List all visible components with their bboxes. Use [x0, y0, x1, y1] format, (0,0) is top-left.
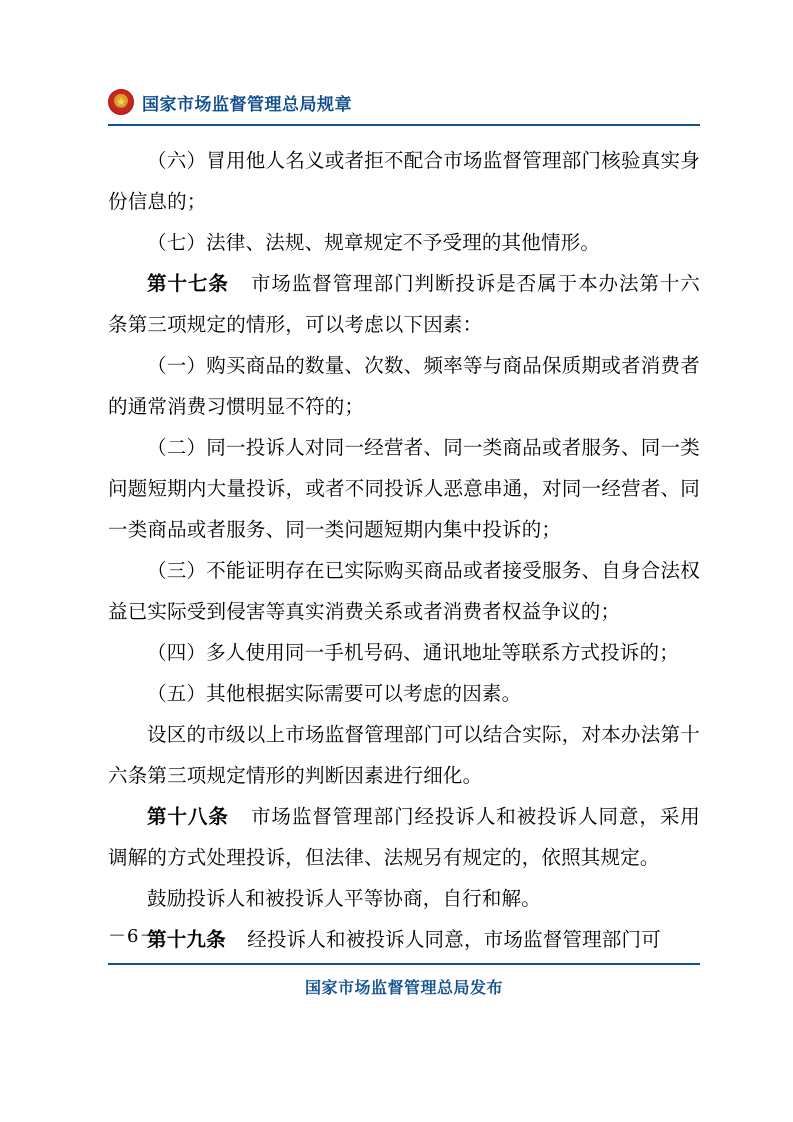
paragraph: （七）法律、法规、规章规定不予受理的其他情形。 [147, 231, 601, 254]
paragraph: （二）同一投诉人对同一经营者、同一类商品或者服务、同一类问题短期内大量投诉，或者不同投诉人恶意串通，对同一经营者、同一类商品或者服务、同一类问题短期内集中投诉的； [108, 436, 700, 541]
article-paragraph: 第十八条 市场监督管理部门经投诉人和被投诉人同意，采用调解的方式处理投诉，但法律、法规另有规定的，依照其规定。 [108, 805, 700, 869]
footer-issuer: 国家市场监督管理总局发布 [304, 978, 503, 997]
page-number: －6－ [108, 926, 159, 947]
paragraph: （六）冒用他人名义或者拒不配合市场监督管理部门核验真实身份信息的； [108, 149, 700, 213]
paragraph: 鼓励投诉人和被投诉人平等协商，自行和解。 [147, 887, 542, 910]
paragraph: （五）其他根据实际需要可以考虑的因素。 [147, 682, 522, 705]
document-header [108, 84, 700, 120]
footer-divider [108, 963, 700, 965]
document-body [108, 140, 700, 960]
paragraph: （三）不能证明存在已实际购买商品或者接受服务、自身合法权益已实际受到侵害等真实消费关系或者消费者权益争议的； [108, 559, 700, 623]
article-paragraph: 第十九条 经投诉人和被投诉人同意，市场监督管理部门可 [147, 928, 661, 951]
header-title: 国家市场监督管理总局规章 [142, 94, 352, 115]
paragraph: 设区的市级以上市场监督管理部门可以结合实际，对本办法第十六条第三项规定情形的判断因素进行细化。 [108, 723, 700, 787]
header-divider [108, 124, 700, 126]
paragraph: （四）多人使用同一手机号码、通讯地址等联系方式投诉的； [147, 641, 679, 664]
paragraph: （一）购买商品的数量、次数、频率等与商品保质期或者消费者的通常消费习惯明显不符的； [108, 354, 700, 418]
national-emblem-icon [108, 89, 134, 115]
article-paragraph: 第十七条 市场监督管理部门判断投诉是否属于本办法第十六条第三项规定的情形，可以考虑以下因素： [108, 272, 700, 336]
